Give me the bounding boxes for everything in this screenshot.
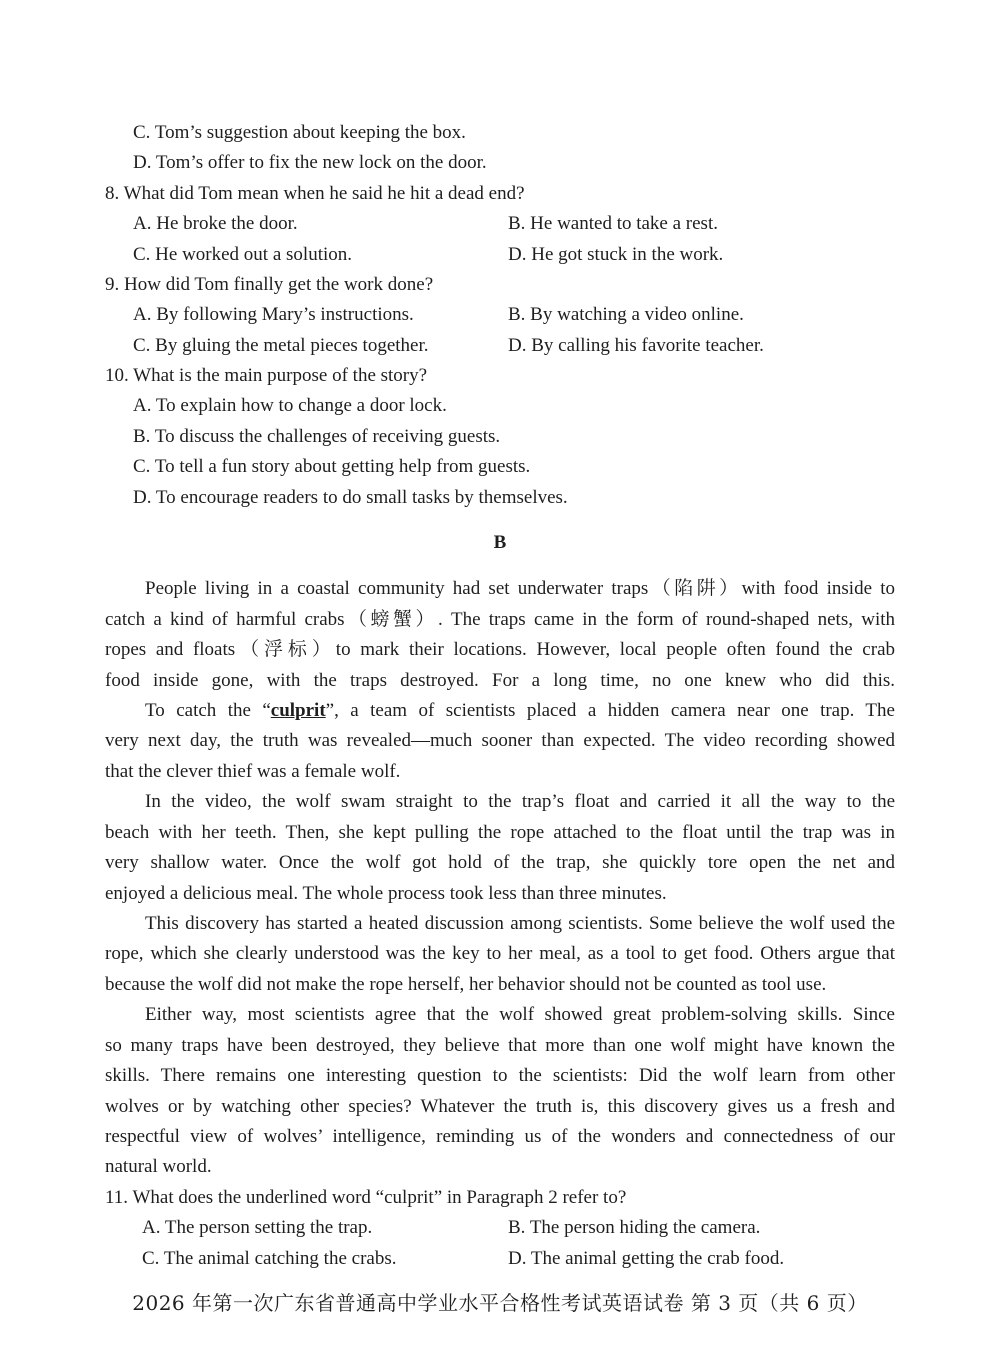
q9-stem: 9. How did Tom finally get the work done? <box>105 274 434 295</box>
page-footer: 2026 年第一次广东省普通高中学业水平合格性考试英语试卷 第 3 页（共 6 页） <box>132 1291 868 1315</box>
passage-p5-line: wolves or by watching other species? Whatever the truth is, this discovery gives us a fresh and <box>105 1096 895 1117</box>
q10-stem: 10. What is the main purpose of the story? <box>105 365 428 386</box>
q10-option-d: D. To encourage readers to do small tasks by themselves. <box>133 487 568 508</box>
q9-option-b: B. By watching a video online. <box>508 304 744 325</box>
p2-text-after: ”, a team of scientists placed a hidden camera near one trap. The <box>325 700 895 721</box>
passage-p2-line: very next day, the truth was revealed—much sooner than expected. The video recording showed <box>105 730 895 751</box>
passage-p5-line: respectful view of wolves’ intelligence, reminding us of the wonders and connectedness of our <box>105 1126 895 1147</box>
q8-option-c: C. He worked out a solution. <box>133 244 353 265</box>
passage-p3-line: very shallow water. Once the wolf got hold of the trap, she quickly tore open the net and <box>105 852 895 873</box>
passage-p4-line: because the wolf did not make the rope herself, her behavior should not be counted as tool use. <box>105 974 827 995</box>
q11-option-b: B. The person hiding the camera. <box>508 1217 761 1238</box>
passage-p2-first-line <box>145 698 895 724</box>
passage-p1-line: ropes and floats（浮标）to mark their locations. However, local people often found the crab <box>105 639 895 660</box>
q9-option-c: C. By gluing the metal pieces together. <box>133 335 429 356</box>
q11-stem: 11. What does the underlined word “culprit” in Paragraph 2 refer to? <box>105 1187 627 1208</box>
q10-option-a: A. To explain how to change a door lock. <box>133 395 447 416</box>
passage-p3-line: beach with her teeth. Then, she kept pulling the rope attached to the float until the trap was in <box>105 822 895 843</box>
q11-option-d: D. The animal getting the crab food. <box>508 1248 785 1269</box>
passage-p5-line: so many traps have been destroyed, they believe that more than one wolf might have known the <box>105 1035 895 1056</box>
q9-option-d: D. By calling his favorite teacher. <box>508 335 764 356</box>
passage-p5-line: Either way, most scientists agree that the wolf showed great problem-solving skills. Since <box>145 1004 895 1025</box>
q7-option-d: D. Tom’s offer to fix the new lock on the door. <box>133 152 487 173</box>
passage-p3-line: In the video, the wolf swam straight to the trap’s float and carried it all the way to the <box>145 791 895 812</box>
passage-p4-line: rope, which she clearly understood was the key to her meal, as a tool to get food. Others argue that <box>105 943 895 964</box>
culprit-underlined-word: culprit <box>270 700 326 721</box>
q9-option-a: A. By following Mary’s instructions. <box>133 304 414 325</box>
passage-p1-line: catch a kind of harmful crabs（螃蟹）. The traps came in the form of round-shaped nets, with <box>105 609 895 630</box>
q8-option-d: D. He got stuck in the work. <box>508 244 724 265</box>
passage-p1-line: food inside gone, with the traps destroyed. For a long time, no one knew who did this. <box>105 670 895 691</box>
passage-p2-line: that the clever thief was a female wolf. <box>105 761 401 782</box>
q10-option-b: B. To discuss the challenges of receiving guests. <box>133 426 501 447</box>
q8-option-a: A. He broke the door. <box>133 213 298 234</box>
q11-option-c: C. The animal catching the crabs. <box>142 1248 397 1269</box>
p2-text-before: To catch the “ <box>145 700 271 721</box>
q10-option-c: C. To tell a fun story about getting help from guests. <box>133 456 531 477</box>
q7-option-c: C. Tom’s suggestion about keeping the box. <box>133 122 466 143</box>
passage-p5-line: natural world. <box>105 1156 212 1177</box>
passage-p1-line: People living in a coastal community had set underwater traps（陷阱）with food inside to <box>145 578 895 599</box>
q11-option-a: A. The person setting the trap. <box>142 1217 373 1238</box>
passage-p4-line: This discovery has started a heated discussion among scientists. Some believe the wolf used the <box>145 913 895 934</box>
q8-option-b: B. He wanted to take a rest. <box>508 213 718 234</box>
passage-p3-line: enjoyed a delicious meal. The whole process took less than three minutes. <box>105 883 667 904</box>
section-b-title: B <box>493 532 507 553</box>
q8-stem: 8. What did Tom mean when he said he hit a dead end? <box>105 183 525 204</box>
passage-p5-line: skills. There remains one interesting question to the scientists: Did the wolf learn from other <box>105 1065 895 1086</box>
